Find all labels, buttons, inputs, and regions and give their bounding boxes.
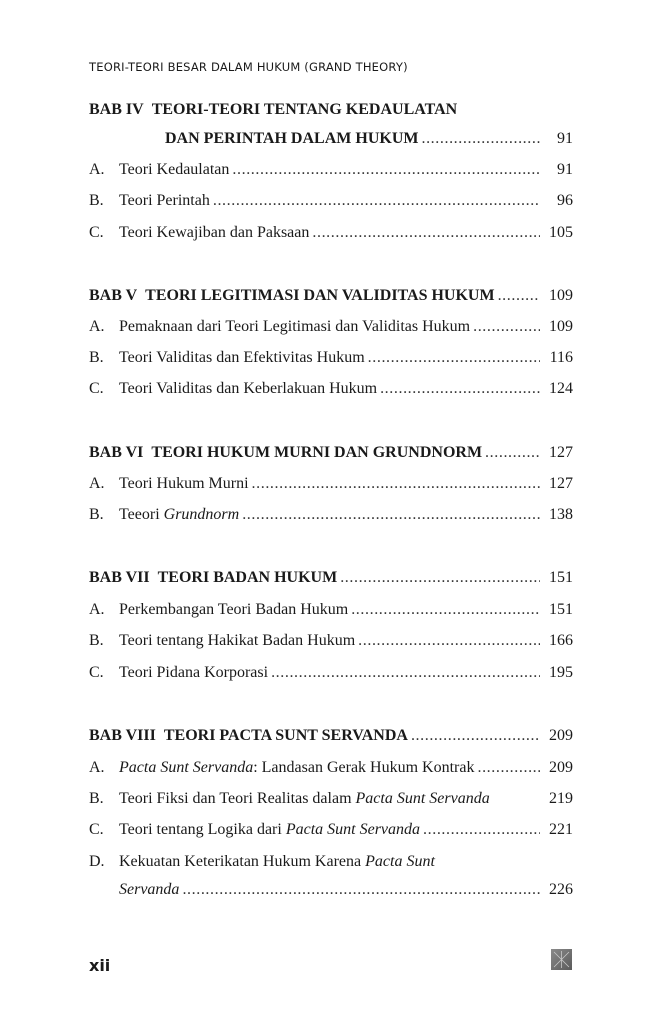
leader-dots [182,879,540,901]
entry-title: Teori Fiksi dan Teori Realitas dalam [119,790,356,807]
entry-title: Pemaknaan dari Teori Legitimasi dan Validitas Hukum [119,318,471,335]
entry-marker: C. [89,664,104,681]
leader-dots [340,567,540,589]
entry-marker: A. [89,475,105,492]
page-number: 151 [549,569,573,586]
entry-marker: B. [89,790,104,807]
entry-title-italic: Grundnorm [163,506,240,523]
ornament-icon [551,949,572,970]
leader-dots [213,190,540,212]
leader-dots [485,442,540,464]
entry-marker: A. [89,759,105,776]
entry-title: Teori Perintah [119,192,210,209]
folio-page-number: xii [89,956,111,975]
page-number: 127 [549,475,573,492]
toc-entry[interactable] [89,222,573,244]
page-number: 209 [549,727,573,744]
entry-title: Teori tentang Logika dari [119,821,286,838]
entry-title: Teeori [119,506,164,523]
running-head: TEORI-TEORI BESAR DALAM HUKUM (GRAND THEORY) [89,60,408,74]
leader-dots [232,159,540,181]
chapter-title-line2: DAN PERINTAH DALAM HUKUM [165,130,419,147]
toc-entry[interactable] [89,159,573,181]
chapter-heading-bab-iv-cont[interactable] [89,128,573,150]
chapter-heading-bab-viii[interactable] [89,725,573,747]
chapter-heading-bab-vii[interactable] [89,567,573,589]
chapter-title: TEORI LEGITIMASI DAN VALIDITAS HUKUM [145,287,495,304]
toc-entry[interactable] [89,473,573,495]
page-number: 124 [549,380,573,397]
page-number: 91 [557,130,573,147]
entry-marker: C. [89,224,104,241]
toc-entry-line1[interactable] [89,851,573,873]
toc-entry[interactable] [89,190,573,212]
entry-title: Teori tentang Hakikat Badan Hukum [119,632,356,649]
page-number: 91 [557,161,573,178]
page-number: 109 [549,287,573,304]
page-number: 116 [549,349,573,366]
entry-marker: C. [89,821,104,838]
leader-dots [477,757,540,779]
leader-dots [473,316,540,338]
toc-entry[interactable] [89,316,573,338]
chapter-label: BAB VII [89,569,150,586]
leader-dots [368,347,540,369]
toc-entry-line2[interactable] [89,879,573,901]
toc-entry[interactable] [89,599,573,621]
entry-marker: B. [89,632,104,649]
chapter-heading-bab-v[interactable] [89,285,573,307]
entry-title: : Landasan Gerak Hukum Kontrak [253,759,475,776]
toc-entry[interactable] [89,662,573,684]
page-number: 96 [557,192,573,209]
entry-title: Teori Hukum Murni [119,475,249,492]
entry-marker: B. [89,192,104,209]
leader-dots [423,819,540,841]
page-number: 209 [549,759,573,776]
page-number: 127 [549,444,573,461]
page-number: 226 [549,881,573,898]
entry-title-italic: Pacta Sunt Servanda [119,759,254,776]
chapter-title: TEORI BADAN HUKUM [157,569,338,586]
chapter-title-line1: TEORI-TEORI TENTANG KEDAULATAN [151,101,458,118]
leader-dots [242,504,540,526]
page-number: 151 [549,601,573,618]
chapter-label: BAB VIII [89,727,156,744]
toc-entry[interactable] [89,378,573,400]
page-number: 195 [549,664,573,681]
page-number: 138 [549,506,573,523]
leader-dots [351,599,540,621]
chapter-heading-bab-iv[interactable] [89,99,457,121]
chapter-label: BAB VI [89,444,144,461]
page-number: 109 [549,318,573,335]
toc-entry[interactable] [89,630,573,652]
entry-title: Kekuatan Keterikatan Hukum Karena [119,853,366,870]
chapter-label: BAB IV [89,101,144,118]
toc-entry[interactable] [89,819,573,841]
entry-marker: A. [89,161,105,178]
entry-title-italic: Servanda [119,881,180,898]
entry-title: Perkembangan Teori Badan Hukum [119,601,349,618]
entry-marker: A. [89,601,105,618]
toc-entry[interactable] [89,504,573,526]
toc-entry[interactable] [89,347,573,369]
entry-marker: D. [89,853,105,870]
leader-dots [271,662,540,684]
chapter-heading-bab-vi[interactable] [89,442,573,464]
entry-marker: B. [89,349,104,366]
leader-dots [421,128,540,150]
leader-dots [498,285,540,307]
entry-title: Teori Validitas dan Efektivitas Hukum [119,349,365,366]
page-number: 166 [549,632,573,649]
entry-title: Teori Kedaulatan [119,161,230,178]
entry-title: Teori Validitas dan Keberlakuan Hukum [119,380,378,397]
leader-dots [411,725,540,747]
entry-title: Teori Pidana Korporasi [119,664,269,681]
chapter-title: TEORI PACTA SUNT SERVANDA [163,727,408,744]
entry-title-italic: Pacta Sunt Servanda [355,790,490,807]
toc-entry[interactable] [89,788,573,810]
page-number: 221 [549,821,573,838]
page-number: 219 [549,790,573,807]
entry-marker: B. [89,506,104,523]
entry-title: Teori Kewajiban dan Paksaan [119,224,310,241]
leader-dots [380,378,540,400]
chapter-label: BAB V [89,287,138,304]
entry-title-italic: Pacta Sunt Servanda [285,821,421,838]
leader-dots [252,473,540,495]
chapter-title: TEORI HUKUM MURNI DAN GRUNDNORM [151,444,483,461]
entry-marker: A. [89,318,105,335]
leader-dots [358,630,540,652]
leader-dots [312,222,540,244]
toc-entry[interactable] [89,757,573,779]
entry-marker: C. [89,380,104,397]
entry-title-italic: Pacta Sunt [365,853,435,870]
page-number: 105 [549,224,573,241]
